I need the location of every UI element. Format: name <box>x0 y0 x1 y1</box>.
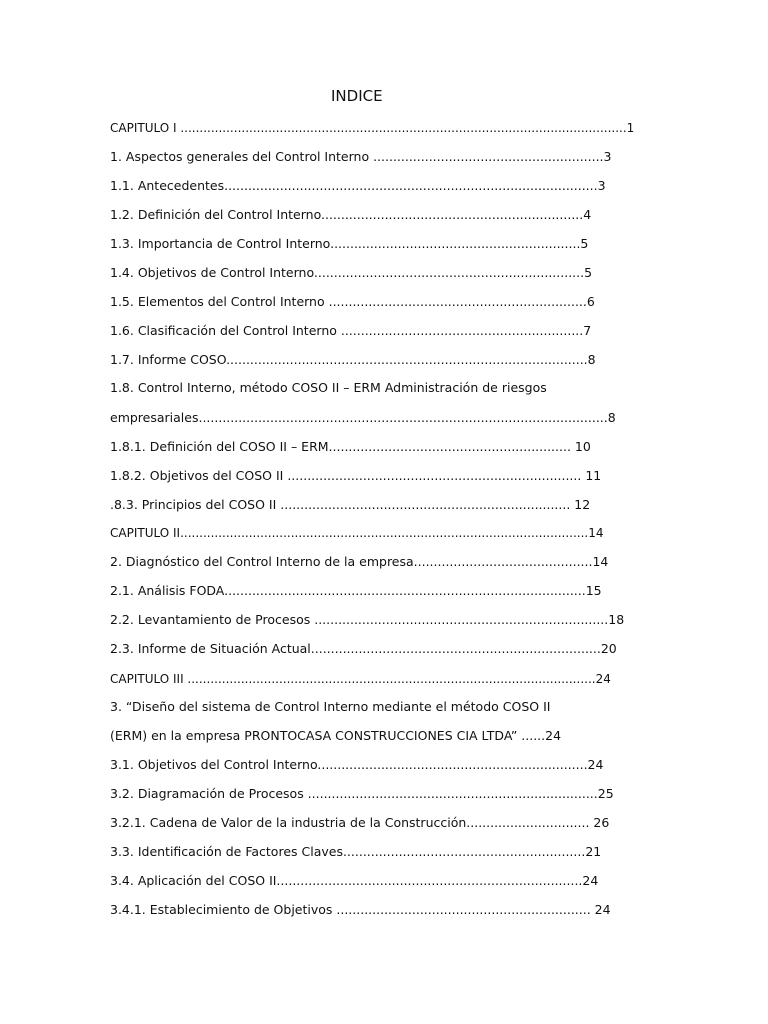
toc-entry: 3.4. Aplicación del COSO II.............................................................................24 <box>110 873 599 888</box>
toc-entry: 3. “Diseño del sistema de Control Interno mediante el método COSO II <box>110 699 551 714</box>
toc-entry: 1.7. Informe COSO...........................................................................................8 <box>110 352 596 367</box>
toc-entry: 3.2. Diagramación de Procesos .........................................................................25 <box>110 786 614 801</box>
toc-entry: 1.5. Elementos del Control Interno .................................................................6 <box>110 294 595 309</box>
toc-entry-capitulo-1: CAPITULO I .....................................................................................................................1 <box>110 121 635 135</box>
toc-entry: 1.4. Objetivos de Control Interno....................................................................5 <box>110 265 593 280</box>
toc-entry: 1.8.2. Objetivos del COSO II .......................................................................... 11 <box>110 468 602 483</box>
toc-entry: 1.6. Clasificación del Control Interno .............................................................7 <box>110 323 592 338</box>
toc-entry: 2.3. Informe de Situación Actual.........................................................................20 <box>110 641 617 656</box>
toc-entry: 2.1. Análisis FODA...........................................................................................15 <box>110 583 602 598</box>
toc-entry: 1.8. Control Interno, método COSO II – ERM Administración de riesgos <box>110 380 547 395</box>
toc-entry: 3.4.1. Establecimiento de Objetivos ................................................................ 24 <box>110 902 611 917</box>
toc-entry: 1.2. Definición del Control Interno..................................................................4 <box>110 207 592 222</box>
toc-entry: 3.3. Identificación de Factores Claves.............................................................21 <box>110 844 602 859</box>
toc-entry: 1. Aspectos generales del Control Interno ..........................................................3 <box>110 149 612 164</box>
toc-entry: 3.1. Objetivos del Control Interno....................................................................24 <box>110 757 604 772</box>
toc-entry: 3.2.1. Cadena de Valor de la industria de la Construcción............................... 26 <box>110 815 610 830</box>
toc-entry: 1.1. Antecedentes..............................................................................................3 <box>110 178 606 193</box>
toc-entry-capitulo-2: CAPITULO II...........................................................................................................14 <box>110 526 604 540</box>
toc-entry: 2. Diagnóstico del Control Interno de la empresa.............................................14 <box>110 554 609 569</box>
toc-entry-capitulo-3: CAPITULO III ...........................................................................................................24 <box>110 672 611 686</box>
toc-entry: .8.3. Principios del COSO II ......................................................................... 12 <box>110 497 591 512</box>
page-title: INDICE <box>331 87 383 105</box>
toc-entry-continuation: empresariales.......................................................................................................8 <box>110 410 616 425</box>
toc-entry: 2.2. Levantamiento de Procesos ..........................................................................18 <box>110 612 625 627</box>
toc-entry: 1.8.1. Definición del COSO II – ERM............................................................. 10 <box>110 439 591 454</box>
toc-entry: 1.3. Importancia de Control Interno...............................................................5 <box>110 236 589 251</box>
toc-entry-continuation: (ERM) en la empresa PRONTOCASA CONSTRUCCIONES CIA LTDA” ......24 <box>110 728 562 743</box>
